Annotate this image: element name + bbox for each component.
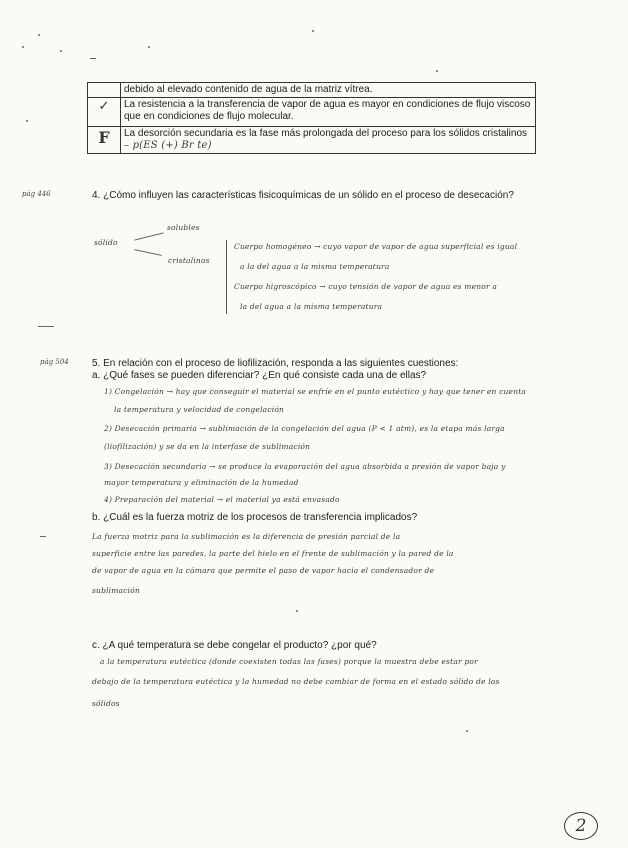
answer-5b-line: de vapor de agua en la cámara que permite el paso de vapor hacia el condensador de	[92, 566, 435, 575]
handwritten-arrow-line	[134, 232, 163, 240]
scan-speck	[60, 50, 62, 52]
answer-5b-line: superficie entre las paredes, la parte del hielo en el frente de sublimación y la pared de la	[92, 549, 454, 558]
question-5b: b. ¿Cuál es la fuerza motriz de los procesos de transferencia implicados?	[92, 512, 418, 523]
table-row	[88, 98, 536, 127]
question-5: 5. En relación con el proceso de liofilización, responda a las siguientes cuestiones:	[92, 358, 459, 369]
handwritten-label: cristalinos	[168, 256, 210, 265]
answer-5c-line: sólidos	[92, 699, 120, 708]
handwritten-line: Cuerpo homogéneo → cuyo vapor de vapor de agua superficial es igual	[234, 242, 518, 251]
scan-speck	[38, 34, 40, 36]
handwritten-label: solubles	[167, 223, 200, 232]
handwritten-line: Cuerpo higroscópico → cuyo tensión de vapor de agua es menor a	[234, 282, 497, 291]
answer-5c-line: debajo de la temperatura eutéctica y la humedad no debe cambiar de forma en el estado sólido de los	[92, 677, 500, 686]
statement-cell	[121, 127, 536, 154]
scan-mark	[40, 536, 46, 537]
answer-5b-line: sublimación	[92, 586, 141, 595]
answer-5a-line: 2) Desecación primaria → sublimación de la congelación del agua (P < 1 atm), es la etapa más larga	[104, 424, 505, 433]
answer-5a-line: 3) Desecación secundaria → se produce la evaporación del agua absorbida a presión de vapor baja y	[104, 462, 506, 471]
question-4: 4. ¿Cómo influyen las características fisicoquímicas de un sólido en el proceso de desecación?	[92, 190, 514, 201]
statement-text: debido al elevado contenido de agua de la matriz vítrea.	[121, 83, 536, 98]
question-5a: a. ¿Qué fases se pueden diferenciar? ¿En qué consiste cada una de ellas?	[92, 370, 427, 381]
scan-speck	[436, 70, 438, 72]
scan-mark	[90, 58, 96, 59]
answer-5a-line: 1) Congelación → hay que conseguir el material se enfríe en el punto eutéctico y hay que tener en cuenta	[104, 387, 527, 396]
true-false-table	[87, 82, 536, 154]
answer-5a-line: la temperatura y velocidad de congelación	[114, 405, 285, 414]
table-row	[88, 127, 536, 154]
handwritten-brace	[226, 240, 227, 314]
answer-5c-line: a la temperatura eutéctica (donde coexisten todas las fases) porque la muestra debe estar por	[100, 657, 478, 666]
margin-note: pág 446	[22, 190, 51, 198]
answer-5b-line: La fuerza motriz para la sublimación es la diferencia de presión parcial de la	[92, 532, 401, 541]
page-number: 2	[564, 812, 598, 840]
scan-speck	[466, 730, 468, 732]
handwritten-line: la del agua a la misma temperatura	[240, 302, 383, 311]
handwritten-arrow-line	[134, 249, 162, 256]
margin-note: pág 504	[40, 358, 69, 366]
scan-speck	[296, 610, 298, 612]
handwritten-line: a la del agua a la misma temperatura	[240, 262, 390, 271]
answer-mark: ✓	[88, 98, 121, 127]
scan-speck	[312, 30, 314, 32]
answer-mark	[88, 83, 121, 98]
scan-mark	[38, 326, 54, 327]
answer-5a-line: (liofilización) y se da en la interfase de sublimación	[104, 442, 311, 451]
scan-speck	[26, 120, 28, 122]
answer-5a-line: mayor temperatura y eliminación de la humedad	[104, 478, 299, 487]
answer-5a-line: 4) Preparación del material → el material ya está envasado	[104, 495, 340, 504]
answer-mark: F	[88, 127, 121, 154]
scan-speck	[148, 46, 150, 48]
scan-speck	[22, 46, 24, 48]
question-5c: c. ¿A qué temperatura se debe congelar el producto? ¿por qué?	[92, 640, 377, 651]
handwritten-note: – p(ES (+) Br te)	[124, 140, 212, 151]
statement-text: La desorción secundaria es la fase más prolongada del proceso para los sólidos cristalinos	[124, 128, 528, 139]
handwritten-label: sólido	[94, 238, 118, 247]
statement-text: La resistencia a la transferencia de vapor de agua es mayor en condiciones de flujo viscoso que en condiciones de flujo molecular.	[121, 98, 536, 127]
table-row	[88, 83, 536, 98]
